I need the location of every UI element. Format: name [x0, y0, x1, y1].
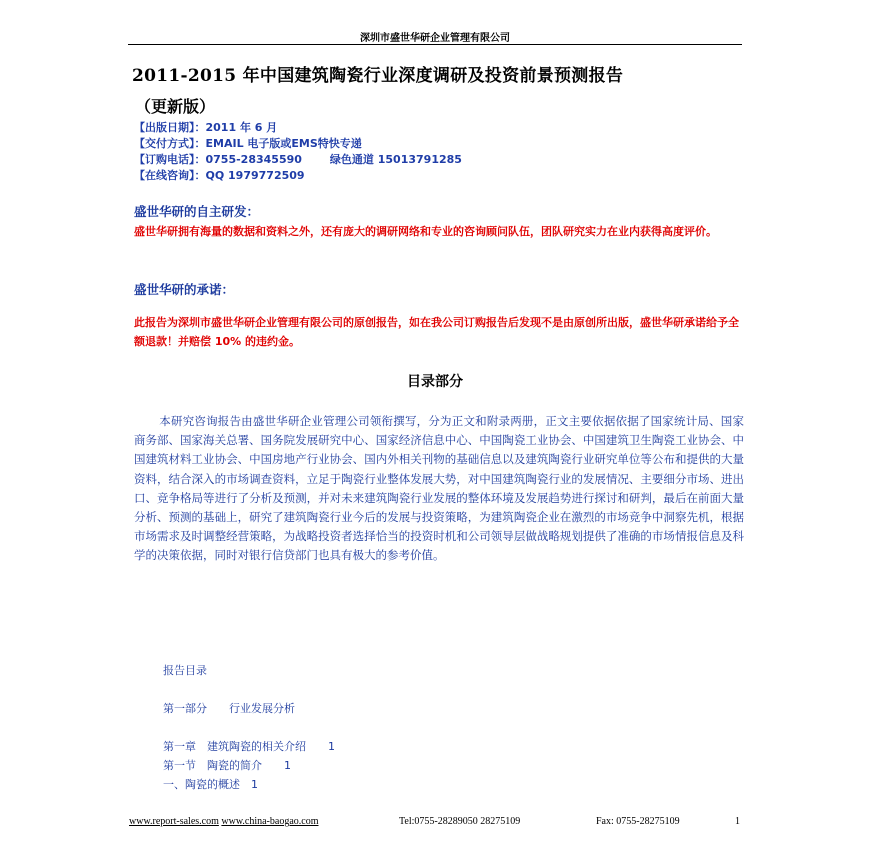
report-meta — [134, 120, 462, 184]
report-title: 2011-2015 年中国建筑陶瓷行业深度调研及投资前景预测报告 — [132, 66, 624, 86]
page-number: 1 — [735, 816, 740, 827]
toc-item-1[interactable]: 一、陶瓷的概述 1 — [163, 778, 258, 791]
intro-paragraph: 本研究咨询报告由盛世华研企业管理公司领衔撰写，分为正文和附录两册，正文主要依据依据了国家统计局、国家商务部、国家海关总署、国务院发展研究中心、国家经济信息中心、中国陶瓷工业协会、中国建筑卫生陶瓷工业协会、中国建筑材料工业协会、中国房地产行业协会、国内外相关刊物的基础信息以及建筑陶瓷行业研究单位等公布和提供的大量资料，结合深入的市场调查资料，立足于陶瓷行业整体发展大势，对中国建筑陶瓷行业的发展情况、主要细分市场、进出口、竞争格局等进行了分析及预测，并对未来建筑陶瓷行业发展的整体环境及发展趋势进行探讨和研判，最后在前面大量分析、预测的基础上，研究了建筑陶瓷行业今后的发展与投资策略，为建筑陶瓷企业在激烈的市场竞争中洞察先机，根据市场需求及时调整经营策略，为战略投资者选择恰当的投资时机和公司领导层做战略规划提供了准确的市场情报信息及科学的决策依据，同时对银行信贷部门也具有极大的参考价值。 — [134, 414, 744, 563]
publish-date: 【出版日期】：2011 年 6 月 — [134, 121, 278, 134]
toc-part-1[interactable]: 第一部分 行业发展分析 — [163, 702, 295, 715]
toc-section-1[interactable]: 第一节 陶瓷的简介 1 — [163, 759, 291, 772]
footer-fax: Fax: 0755-28275109 — [596, 816, 680, 827]
footer-tel: Tel:0755-28289050 28275109 — [399, 816, 521, 827]
header-divider — [128, 44, 742, 45]
green-channel: 绿色通道 15013791285 — [329, 153, 462, 166]
delivery-method: 【交付方式】：EMAIL 电子版或EMS特快专递 — [134, 137, 362, 150]
toc-report-directory: 报告目录 — [163, 664, 207, 677]
report-subtitle: （更新版） — [135, 97, 216, 116]
toc-chapter-1[interactable]: 第一章 建筑陶瓷的相关介绍 1 — [163, 740, 335, 753]
research-text: 盛世华研拥有海量的数据和资料之外，还有庞大的调研网络和专业的咨询顾问队伍，团队研究实力在业内获得高度评价。 — [134, 225, 717, 238]
online-consult: 【在线咨询】：QQ 1979772509 — [134, 169, 305, 182]
order-phone-row — [134, 152, 462, 168]
promise-text: 此报告为深圳市盛世华研企业管理有限公司的原创报告，如在我公司订购报告后发现不是由原创所出版，盛世华研承诺给予全额退款！并赔偿 10% 的违约金。 — [134, 316, 739, 348]
promise-heading: 盛世华研的承诺： — [134, 282, 235, 297]
order-phone: 【订购电话】：0755-28345590 — [134, 153, 302, 166]
footer-link-china-baogao[interactable]: www.china-baogao.com — [221, 816, 319, 827]
page-header-company: 深圳市盛世华研企业管理有限公司 — [360, 33, 510, 44]
research-heading: 盛世华研的自主研发： — [134, 204, 260, 219]
footer-link-report-sales[interactable]: www.report-sales.com — [129, 816, 219, 827]
page-footer — [129, 816, 743, 827]
toc-heading: 目录部分 — [407, 374, 463, 390]
